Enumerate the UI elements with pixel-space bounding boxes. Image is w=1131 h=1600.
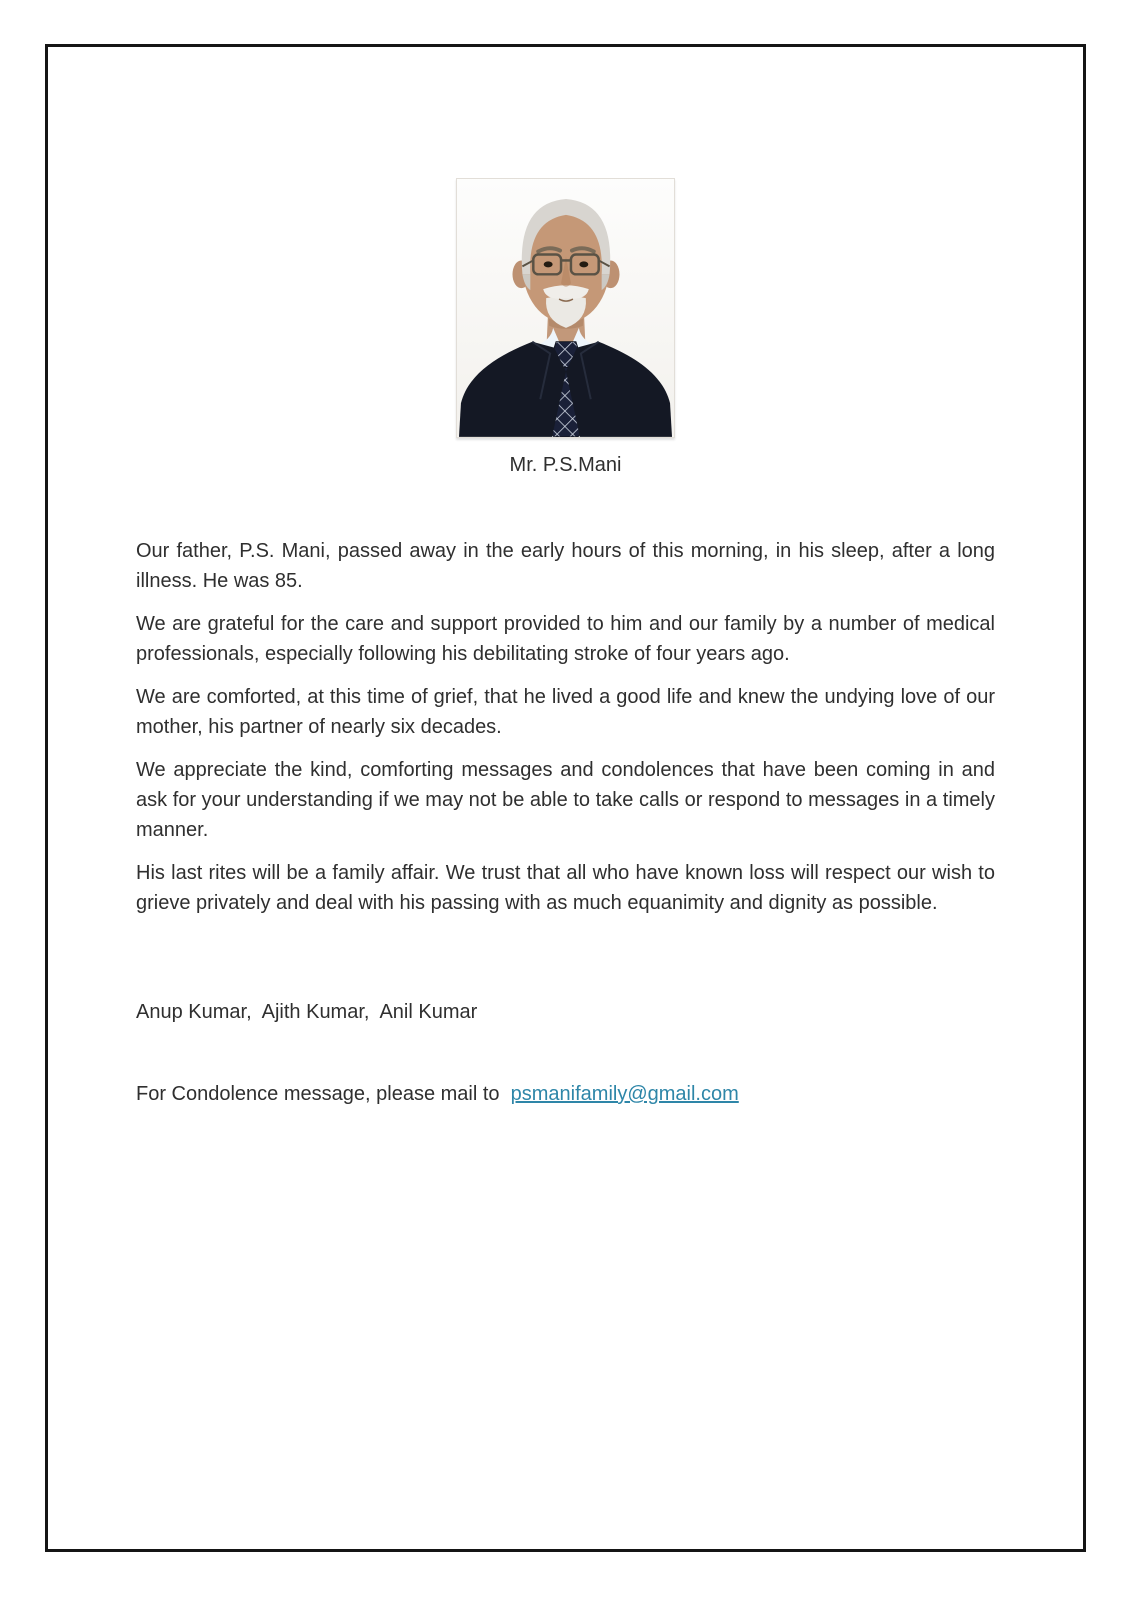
letter-paragraph: His last rites will be a family affair. We trust that all who have known loss will respect our wish to grieve privately and deal with his passing with as much equanimity and dignity as possible. xyxy=(136,862,995,914)
letter-paragraph: We appreciate the kind, comforting messages and condolences that have been coming in and ask for your understanding if we may not be able to take calls or respond to messages in a timely manner. xyxy=(136,759,995,841)
condolence-prefix: For Condolence message, please mail to xyxy=(136,1083,511,1105)
letter-paragraph: We are grateful for the care and support provided to him and our family by a number of medical professionals, especially following his debilitating stroke of four years ago. xyxy=(136,613,995,665)
letter-paragraph: Our father, P.S. Mani, passed away in the early hours of this morning, in his sleep, after a long illness. He was 85. xyxy=(136,540,995,592)
condolence-email-link[interactable]: psmanifamily@gmail.com xyxy=(510,1083,739,1105)
page-content xyxy=(48,47,1083,1105)
signatories-line: Anup Kumar, Ajith Kumar, Anil Kumar xyxy=(136,1001,478,1023)
photo-block xyxy=(48,178,1083,438)
portrait-photo xyxy=(456,178,675,438)
letter-body xyxy=(136,536,995,1105)
letter-paragraph: We are comforted, at this time of grief, that he lived a good life and knew the undying love of our mother, his partner of nearly six decades. xyxy=(136,686,995,738)
condolence-line xyxy=(136,1083,995,1105)
photo-caption: Mr. P.S.Mani xyxy=(509,454,622,476)
